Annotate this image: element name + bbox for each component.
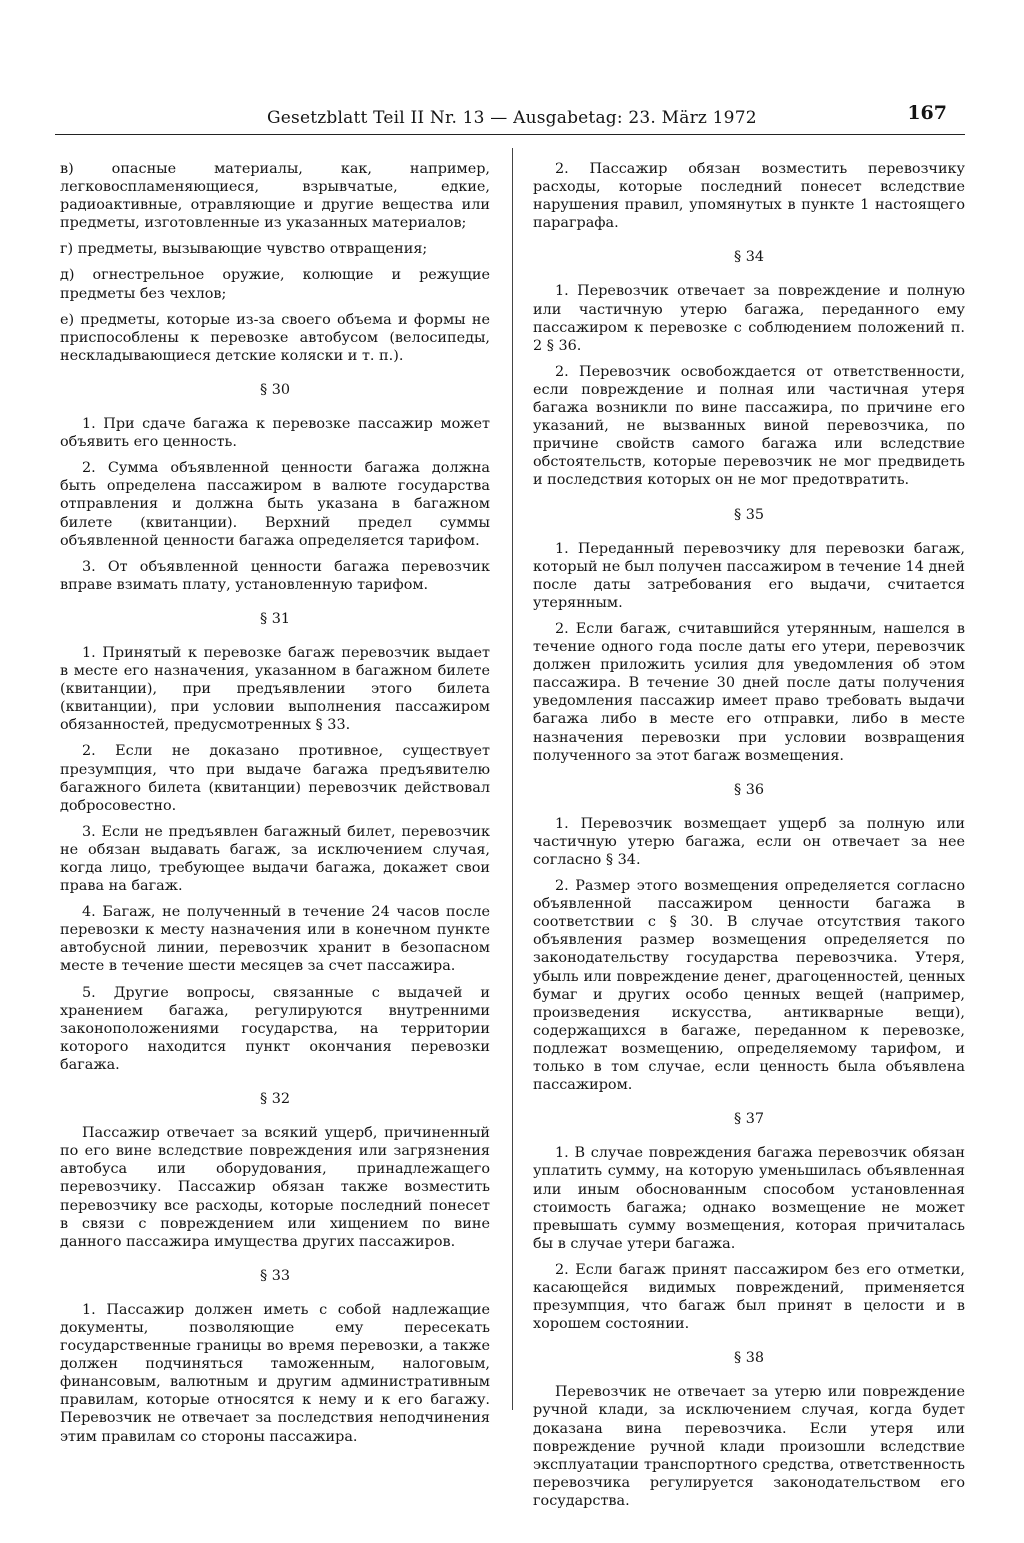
paragraph: 1. Переданный перевозчику для перевозки багаж, который не был получен пассажиром в течение 14 дней после даты затребования его выдачи, считается утерянным. <box>533 540 965 611</box>
section-heading-35: § 35 <box>733 506 765 523</box>
section-heading-36: § 36 <box>733 781 765 798</box>
page-header <box>55 100 965 135</box>
paragraph: Пассажир отвечает за всякий ущерб, причиненный по его вине вследствие повреждения или загрязнения автобуса или оборудования, принадлежащего перевозчику. Пассажир обязан также возместить перевозчику все расходы, которые последний понесет в связи с повреждением или хищением по вине данного пассажира имущества других пассажиров. <box>60 1125 490 1250</box>
paragraph: 1. Пассажир должен иметь с собой надлежащие документы, позволяющие ему пересекать государственные границы во время перевозки, а также должен подчиняться таможенным, налоговым, финансовым, валютным и другим административным правилам, которые относятся к нему и к его багажу. Перевозчик не отвечает за последствия неподчинения этим правилам со стороны пассажира. <box>60 1301 490 1445</box>
page-number: 167 <box>907 102 947 124</box>
paragraph: 1. Перевозчик возмещает ущерб за полную или частичную утерю багажа, если он отвечает за нее согласно § 34. <box>533 815 965 868</box>
list-item: д) огнестрельное оружие, колющие и режущие предметы без чехлов; <box>60 267 490 302</box>
paragraph: 2. Размер этого возмещения определяется согласно объявленной пассажиром ценности багажа в соответствии с § 30. В случае отсутствия такого объявления размер возмещения определяется по законодательству государства перевозчика. Утеря, убыль или повреждение денег, драгоценностей, ценных бумаг и других особо ценных вещей (например, произведения искусства, антикварные вещи), содержащихся в багаже, переданном к перевозке, подлежат возмещению, определяемому тарифом, и только в том случае, если ценность была объявлена пассажиром. <box>533 878 965 1094</box>
paragraph: 5. Другие вопросы, связанные с выдачей и хранением багажа, регулируются внутренними законоположениями государства, на территории которого находится пункт окончания перевозки багажа. <box>60 984 490 1073</box>
section-heading-34: § 34 <box>733 249 765 266</box>
paragraph: 3. От объявленной ценности багажа перевозчик вправе взимать плату, установленную тарифом. <box>60 558 490 593</box>
section-heading-37: § 37 <box>733 1111 765 1128</box>
column-divider <box>512 148 513 1410</box>
paragraph: 3. Если не предъявлен багажный билет, перевозчик не обязан выдавать багаж, за исключением случая, когда лицо, требующее выдачи багажа, докажет свои права на багаж. <box>60 823 490 895</box>
paragraph: Перевозчик не отвечает за утерю или повреждение ручной клади, за исключением случая, когда будет доказана вина перевозчика. Если утеря или повреждение ручной клади произошли вследствие эксплуатации транспортного средства, ответственность перевозчика регулируется законодательством его государства. <box>533 1384 965 1509</box>
header-title: Gesetzblatt Teil II Nr. 13 — Ausgabetag: 23. März 1972 <box>267 108 757 128</box>
paragraph: 2. Если багаж принят пассажиром без его отметки, касающейся видимых повреждений, применяется презумпция, что багаж был принят в целости и в хорошем состоянии. <box>533 1261 965 1333</box>
paragraph: 2. Если багаж, считавшийся утерянным, нашелся в течение одного года после даты его утери, перевозчик должен приложить усилия для уведомления об этом пассажира. В течение 30 дней после даты получения уведомления пассажир имеет право требовать выдачи багажа либо в месте его отправки, либо в месте назначения перевозки при условии возвращения полученного за этот багаж возмещения. <box>533 620 965 764</box>
section-heading-31: § 31 <box>259 610 291 627</box>
list-item: е) предметы, которые из-за своего объема и формы не приспособлены к перевозке автобусом (велосипеды, нескладывающиеся детские коляски и т. п.). <box>60 311 490 364</box>
paragraph: 1. В случае повреждения багажа перевозчик обязан уплатить сумму, на которую уменьшилась объявленная или иным обоснованным способом установленная стоимость багажа; однако возмещение не может превышать сумму возмещения, которая причиталась бы в случае утери багажа. <box>533 1145 965 1252</box>
paragraph: 4. Багаж, не полученный в течение 24 часов после перевозки к месту назначения или в конечном пункте автобусной линии, перевозчик хранит в безопасном месте в течение шести месяцев за счет пассажира. <box>60 904 490 975</box>
paragraph: 2. Если не доказано противное, существует презумпция, что при выдаче багажа предъявителю багажного билета (квитанции) перевозчик действовал добросовестно. <box>60 743 490 814</box>
section-heading-30: § 30 <box>259 381 291 398</box>
paragraph: 2. Пассажир обязан возместить перевозчику расходы, которые последний понесет вследствие нарушения правил, упомянутых в пункте 1 настоящего параграфа. <box>533 161 965 232</box>
paragraph: 1. Перевозчик отвечает за повреждение и полную или частичную утерю багажа, переданного ему пассажиром к перевозке с соблюдением положений п. 2 § 36. <box>533 283 965 354</box>
right-column <box>533 160 965 1518</box>
list-item: г) предметы, вызывающие чувство отвращения; <box>60 241 428 258</box>
section-heading-33: § 33 <box>259 1267 291 1284</box>
paragraph: 2. Перевозчик освобождается от ответственности, если повреждение и полная или частичная утеря багажа возникли по вине пассажира, по причине его указаний, не вызванных виной перевозчика, по причине свойств самого багажа или вследствие обстоятельств, которые перевозчик не мог предвидеть и последствия которых он не мог предотвратить. <box>533 363 965 489</box>
left-column <box>60 160 490 1454</box>
paragraph: 1. При сдаче багажа к перевозке пассажир может объявить его ценность. <box>60 416 490 451</box>
paragraph: 2. Сумма объявленной ценности багажа должна быть определена пассажиром в валюте государства отправления и должна быть указана в багажном билете (квитанции). Верхний предел суммы объявленной ценности багажа определяется тарифом. <box>60 460 490 549</box>
list-item: в) опасные материалы, как, например, легковоспламеняющиеся, взрывчатые, едкие, радиоактивные, отравляющие и другие вещества или предметы, изготовленные из указанных материалов; <box>60 161 490 232</box>
section-heading-38: § 38 <box>733 1350 765 1367</box>
section-heading-32: § 32 <box>259 1091 291 1108</box>
paragraph: 1. Принятый к перевозке багаж перевозчик выдает в месте его назначения, указанном в багажном билете (квитанции), при предъявлении этого билета (квитанции), при условии выполнения пассажиром обязанностей, предусмотренных § 33. <box>60 644 490 734</box>
